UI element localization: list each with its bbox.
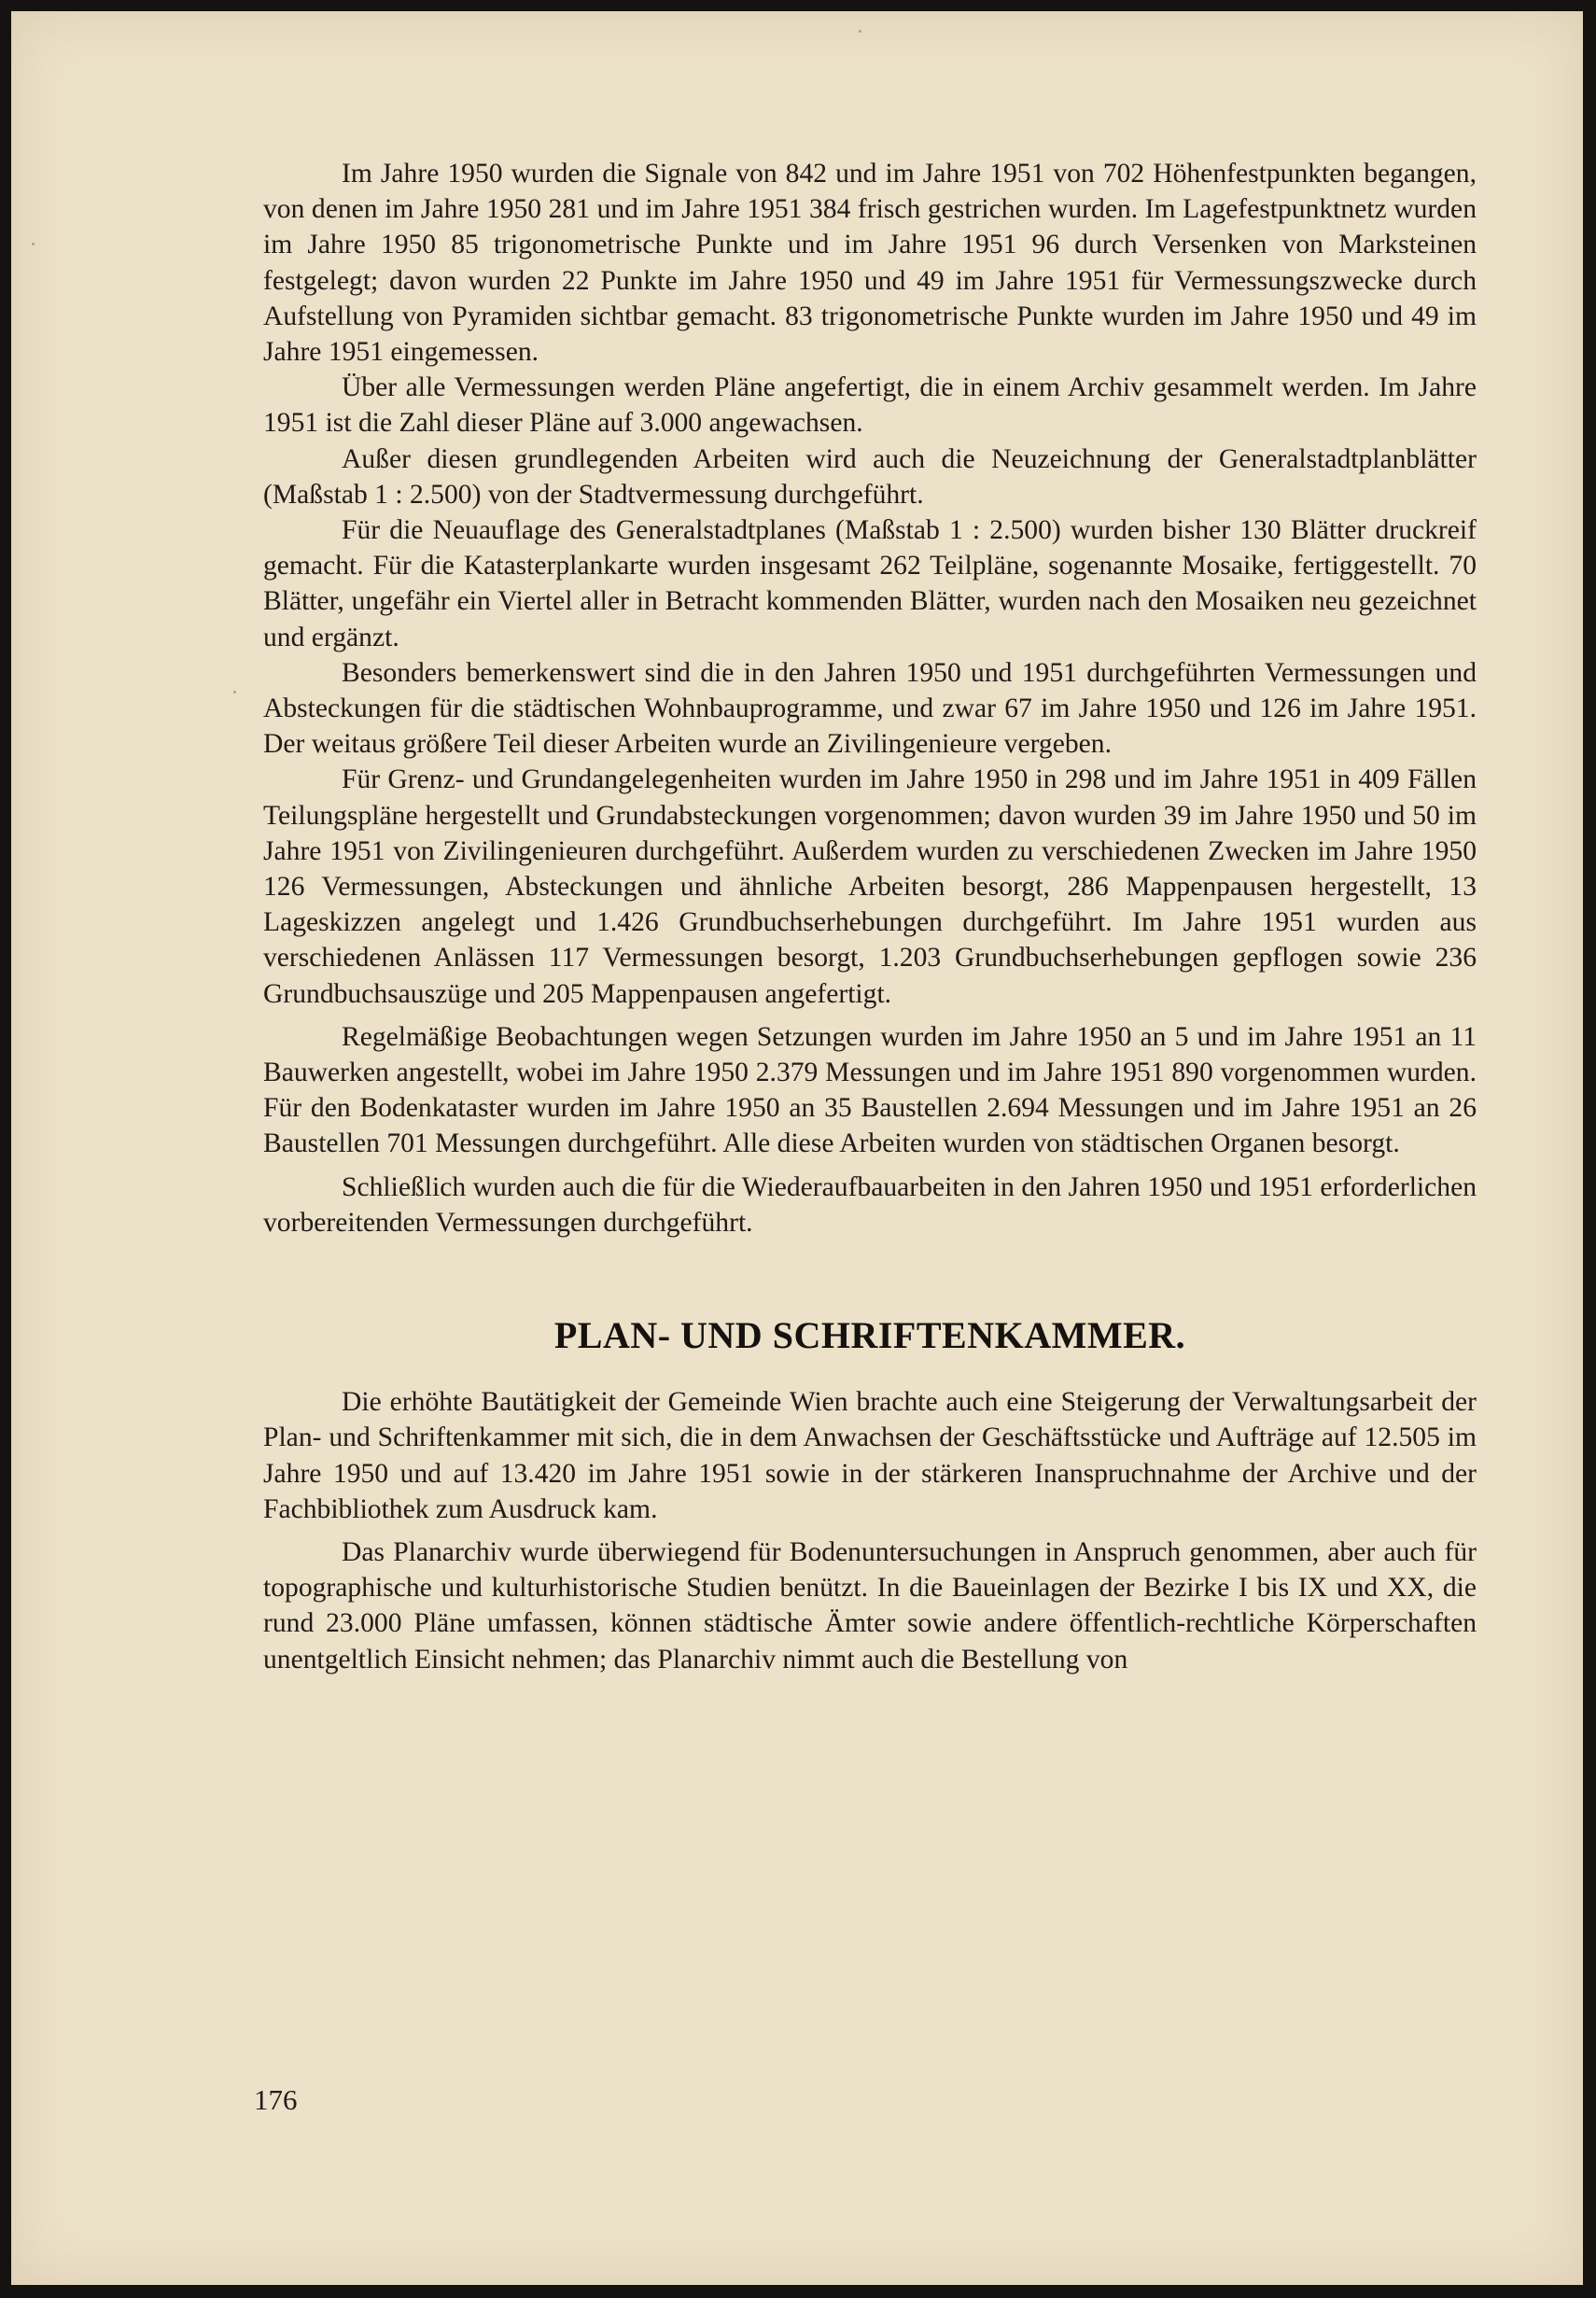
paragraph: Schließlich wurden auch die für die Wiederaufbauarbeiten in den Jahren 1950 und 1951 erforderlichen vorbereitenden Vermessungen durchgeführt.	[263, 1171, 1477, 1238]
paper-speck	[1176, 1559, 1179, 1562]
paragraph: Für die Neuauflage des Generalstadtplanes (Maßstab 1 : 2.500) wurden bisher 130 Blätter druckreif gemacht. Für die Katasterplankarte wurden insgesamt 262 Teilpläne, sogenannte Mosaike, fertiggestellt. 70 Blätter, ungefähr ein Viertel aller in Betracht kommenden Blätter, wurden nach den Mosaiken neu gezeichnet und ergänzt.	[263, 515, 1477, 652]
paragraph: Die erhöhte Bautätigkeit der Gemeinde Wien brachte auch eine Steigerung der Verwaltungsarbeit der Plan- und Schriftenkammer mit sich, die in dem Anwachsen der Geschäftsstücke und Aufträge auf 12.505 im Jahre 1950 und auf 13.420 im Jahre 1951 sowie in der stärkeren Inanspruchnahme der Archive und der Fachbibliothek zum Ausdruck kam.	[263, 1387, 1477, 1524]
paper-speck	[32, 243, 35, 245]
paragraph: Im Jahre 1950 wurden die Signale von 842 und im Jahre 1951 von 702 Höhenfestpunkten begangen, von denen im Jahre 1950 281 und im Jahre 1951 384 frisch gestrichen wurden. Im Lagefestpunktnetz wurden im Jahre 1950 85 trigonometrische Punkte und im Jahre 1951 96 durch Versenken von Marksteinen festgelegt; davon wurden 22 Punkte im Jahre 1950 und 49 im Jahre 1951 für Vermessungszwecke durch Aufstellung von Pyramiden sichtbar gemacht. 83 trigonometrische Punkte wurden im Jahre 1950 und 49 im Jahre 1951 eingemessen.	[263, 159, 1477, 368]
paragraph: Besonders bemerkenswert sind die in den Jahren 1950 und 1951 durchgeführten Vermessungen und Absteckungen für die städtischen Wohnbauprogramme, und zwar 67 im Jahre 1950 und 126 im Jahre 1951. Der weitaus größere Teil dieser Arbeiten wurde an Zivilingenieure vergeben.	[263, 657, 1477, 760]
main-text	[263, 156, 1477, 1677]
paragraph: Über alle Vermessungen werden Pläne angefertigt, die in einem Archiv gesammelt werden. Im Jahre 1951 ist die Zahl dieser Pläne auf 3.000 angewachsen.	[263, 372, 1477, 439]
paragraph: Regelmäßige Beobachtungen wegen Setzungen wurden im Jahre 1950 an 5 und im Jahre 1951 an 11 Bauwerken angestellt, wobei im Jahre 1950 2.379 Messungen und im Jahre 1951 890 vorgenommen wurden. Für den Bodenkataster wurden im Jahre 1950 an 35 Baustellen 2.694 Messungen und im Jahre 1951 an 26 Baustellen 701 Messungen durchgeführt. Alle diese Arbeiten wurden von städtischen Organen besorgt.	[263, 1021, 1477, 1159]
paragraph: Für Grenz- und Grundangelegenheiten wurden im Jahre 1950 in 298 und im Jahre 1951 in 409 Fällen Teilungspläne hergestellt und Grundabsteckungen vorgenommen; davon wurden 39 im Jahre 1950 und 50 im Jahre 1951 von Zivilingenieuren durchgeführt. Außerdem wurden zu verschiedenen Zwecken im Jahre 1950 126 Vermessungen, Absteckungen und ähnliche Arbeiten besorgt, 286 Mappenpausen hergestellt, 13 Lageskizzen angelegt und 1.426 Grundbuchserhebungen durchgeführt. Im Jahre 1951 wurden aus verschiedenen Anlässen 117 Vermessungen besorgt, 1.203 Grundbuchserhebungen gepflogen sowie 236 Grundbuchsauszüge und 205 Mappenpausen angefertigt.	[263, 764, 1477, 1009]
page-number: 176	[254, 2083, 298, 2116]
paper-speck	[859, 30, 861, 33]
paragraph: Außer diesen grundlegenden Arbeiten wird auch die Neuzeichnung der Generalstadtplanblätter (Maßstab 1 : 2.500) von der Stadtvermessung durchgeführt.	[263, 443, 1477, 510]
page-sheet	[11, 11, 1583, 2285]
section-text	[263, 1384, 1477, 1677]
paper-speck	[233, 691, 236, 694]
paragraph: Das Planarchiv wurde überwiegend für Bodenuntersuchungen in Anspruch genommen, aber auch für topographische und kulturhistorische Studien benützt. In die Baueinlagen der Bezirke I bis IX und XX, die rund 23.000 Pläne umfassen, können städtische Ämter sowie andere öffentlich-rechtliche Körperschaften unentgeltlich Einsicht nehmen; das Planarchiv nimmt auch die Bestellung von	[263, 1536, 1477, 1674]
section-heading: PLAN- UND SCHRIFTENKAMMER.	[553, 1314, 1186, 1357]
